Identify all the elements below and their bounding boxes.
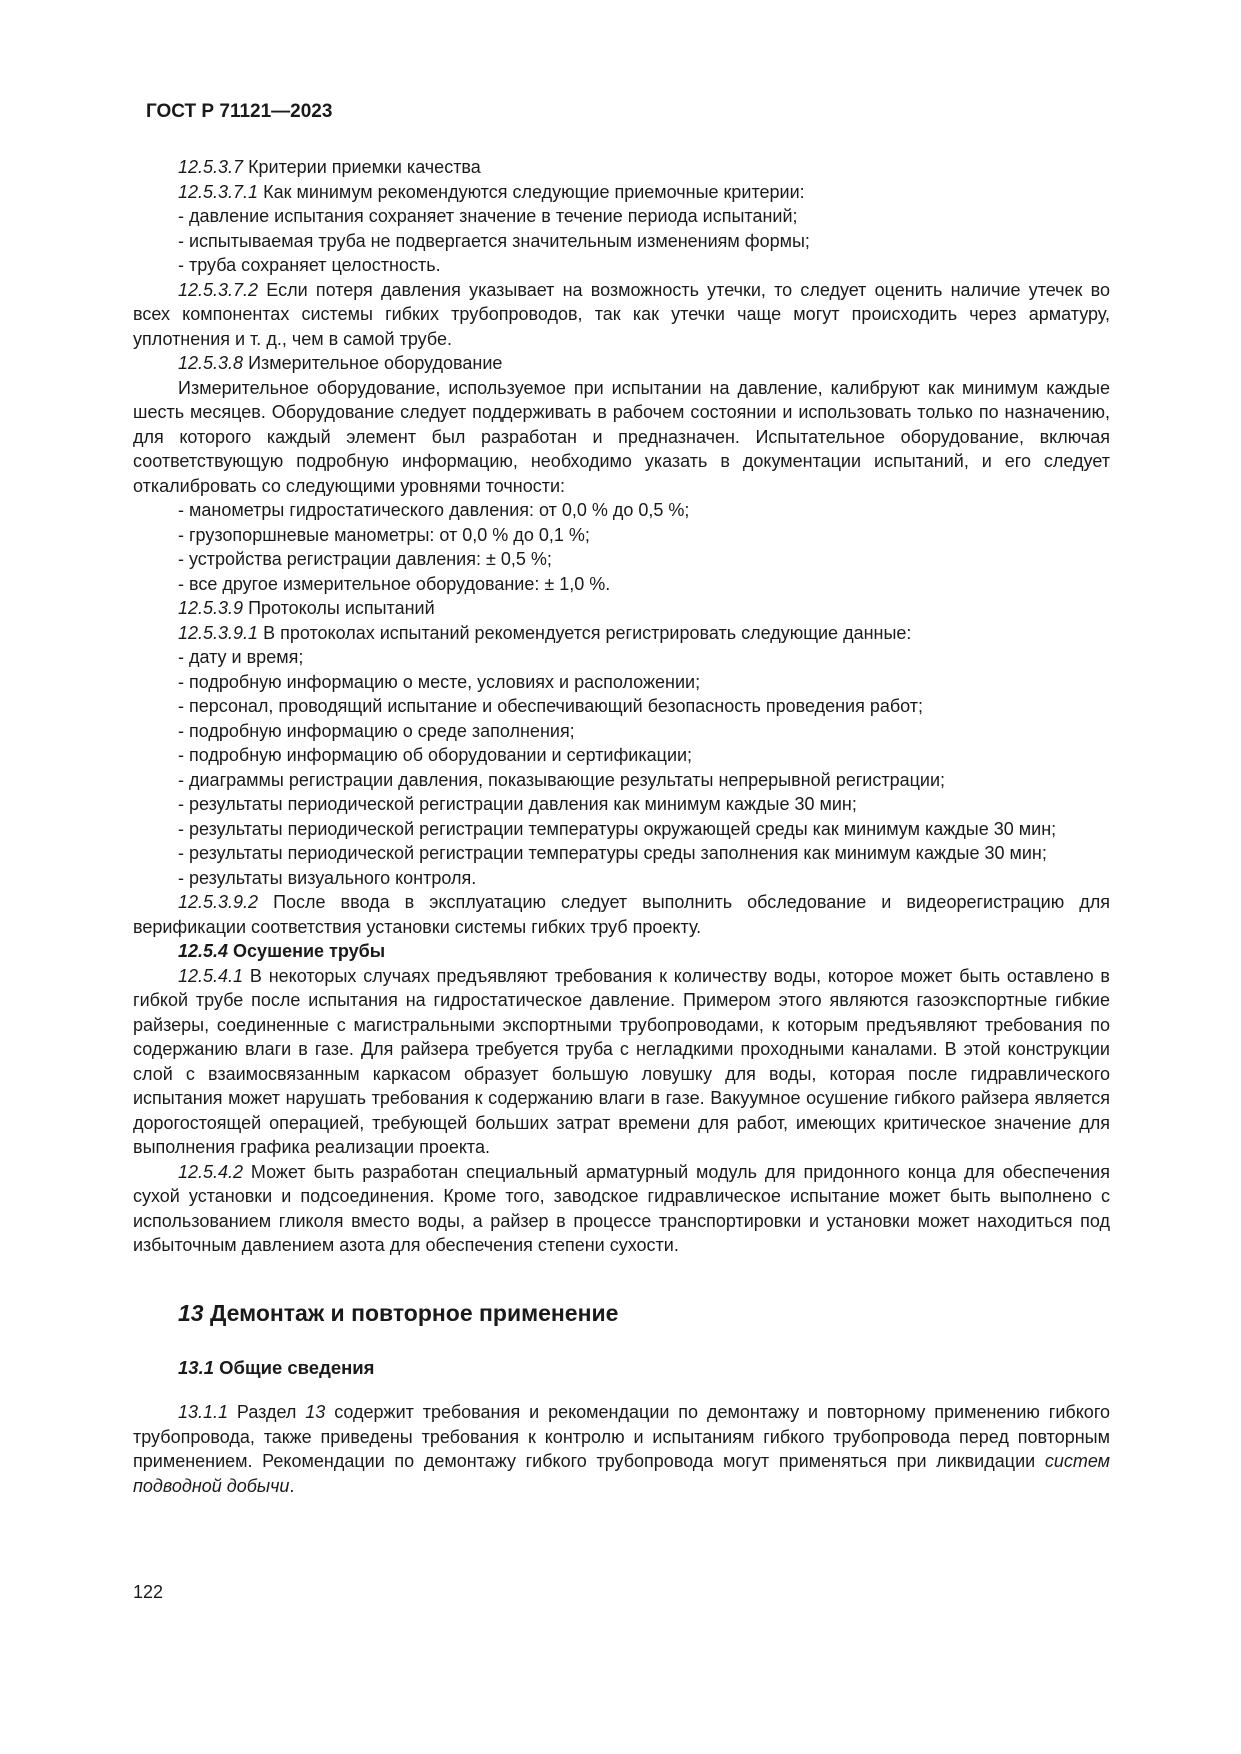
text-run: - подробную информацию об оборудовании и сертификации;: [178, 745, 693, 765]
text-run: - труба сохраняет целостность.: [178, 255, 441, 275]
clause-13-1-1: [133, 1400, 1110, 1498]
text-run: 13.1: [178, 1356, 215, 1378]
text-run: Раздел: [228, 1402, 306, 1422]
text-run: - манометры гидростатического давления: от 0,0 % до 0,5 %;: [178, 500, 690, 520]
text-run: 13: [305, 1402, 326, 1422]
text-run: Если потеря давления указывает на возможность утечки, то следует оценить наличие утечек во всех компонентах системы гибких трубопроводов, так как утечки чаще могут происходить через арматуру, уплотнения и т. д., чем в самой трубе.: [133, 279, 1110, 349]
list-item: [133, 841, 1110, 866]
text-run: - давление испытания сохраняет значение в течение периода испытаний;: [178, 206, 798, 226]
list-item: [133, 792, 1110, 817]
section-heading-13: [133, 1298, 1110, 1328]
clause-12-5-3-7-1: [133, 180, 1110, 205]
text-run: - дату и время;: [178, 647, 304, 667]
text-run: 12.5.3.9: [178, 598, 244, 618]
clause-12-5-3-9-2: [133, 890, 1110, 939]
list-item: [133, 743, 1110, 768]
list-item: [133, 204, 1110, 229]
text-run: систем подводной добычи: [133, 1451, 1110, 1496]
text-run: содержит требования и рекомендации по демонтажу и повторному применению гибкого трубопровода, также приведены требования к контролю и испытаниям гибкого трубопровода перед повторным применением. Рекомендации по демонтажу гибкого трубопровода могут применяться при ликвидации: [133, 1402, 1110, 1471]
text-run: - диаграммы регистрации давления, показывающие результаты непрерывной регистрации;: [178, 769, 946, 790]
text-run: 12.5.3.9.1: [178, 622, 259, 643]
clause-12-5-3-8: [133, 351, 1110, 376]
clause-12-5-4-1: [133, 964, 1110, 1160]
text-run: В некоторых случаях предъявляют требования к количеству воды, которое может быть оставлено в гибкой трубе после испытания на гидростатическое давление. Примером этого являются газоэкспортные гибкие райзеры, соединенные с магистральными экспортными трубопроводами, к которым предъявляют требования по содержанию влаги в газе. Для райзера требуется труба с негладкими проходными каналами. В этой конструкции слой с взаимосвязанным каркасом образует большую ловушку для воды, которая после гидравлического испытания может нарушать требования к содержанию влаги в газе. Вакуумное осушение гибкого райзера является дорогостоящей операцией, требующей больших затрат времени для работ, имеющих критическое значение для выполнения графика реализации проекта.: [133, 965, 1110, 1157]
list-item: [133, 719, 1110, 744]
text-run: - испытываемая труба не подвергается значительным изменениям формы;: [178, 230, 810, 251]
list-item: [133, 645, 1110, 670]
text-run: Как минимум рекомендуются следующие приемочные критерии:: [258, 181, 805, 202]
text-run: - персонал, проводящий испытание и обеспечивающий безопасность проведения работ;: [178, 696, 924, 716]
clause-12-5-3-9-1: [133, 621, 1110, 646]
text-run: 12.5.3.7: [178, 157, 244, 177]
list-item: [133, 572, 1110, 597]
text-run: - результаты визуального контроля.: [178, 867, 477, 888]
text-run: Общие сведения: [214, 1356, 375, 1378]
text-run: 13: [178, 1299, 204, 1326]
clause-12-5-3-7-2: [133, 278, 1110, 352]
list-item: [133, 817, 1110, 842]
text-run: - подробную информацию о среде заполнения;: [178, 720, 575, 741]
text-run: 13.1.1: [178, 1402, 229, 1422]
text-run: .: [289, 1475, 295, 1496]
text-run: Протоколы испытаний: [243, 598, 435, 618]
document-body: [133, 155, 1110, 1498]
subsection-heading-13-1: [133, 1356, 1110, 1381]
clause-12-5-3-8-body: [133, 376, 1110, 499]
clause-12-5-4-2: [133, 1160, 1110, 1258]
text-run: 12.5.3.9.2: [178, 892, 259, 912]
text-run: - подробную информацию о месте, условиях и расположении;: [178, 671, 701, 692]
list-item: [133, 866, 1110, 891]
text-run: Осушение трубы: [228, 941, 386, 961]
page-number: 122: [133, 1582, 164, 1602]
list-item: [133, 694, 1110, 719]
text-run: 12.5.4.2: [178, 1161, 244, 1182]
list-item: [133, 229, 1110, 254]
document-header: ГОСТ Р 71121—2023: [146, 101, 333, 122]
text-run: - результаты периодической регистрации температуры среды заполнения как минимум каждые 30 мин;: [178, 843, 1047, 863]
text-run: В протоколах испытаний рекомендуется регистрировать следующие данные:: [258, 622, 912, 643]
list-item: [133, 253, 1110, 278]
text-run: - результаты периодической регистрации давления как минимум каждые 30 мин;: [178, 794, 857, 814]
text-run: - все другое измерительное оборудование: ± 1,0 %.: [178, 573, 611, 594]
text-run: - устройства регистрации давления: ± 0,5 %;: [178, 549, 552, 569]
list-item: [133, 768, 1110, 793]
text-run: Измерительное оборудование, используемое при испытании на давление, калибруют как минимум каждые шесть месяцев. Оборудование следует поддерживать в рабочем состоянии и использовать только по назначению, для которого каждый элемент был разработан и предназначен. Испытательное оборудование, включая соответствующую подробную информацию, необходимо указать в документации испытаний, и его следует откалибровать со следующими уровнями точности:: [133, 377, 1110, 496]
text-run: 12.5.4.1: [178, 965, 244, 986]
text-run: Измерительное оборудование: [243, 353, 503, 373]
clause-12-5-3-7: [133, 155, 1110, 180]
heading-12-5-4: [133, 939, 1110, 964]
list-item: [133, 670, 1110, 695]
clause-12-5-3-9: [133, 596, 1110, 621]
text-run: - результаты периодической регистрации температуры окружающей среды как минимум каждые 30 мин;: [178, 818, 1057, 839]
text-run: Демонтаж и повторное применение: [203, 1299, 619, 1326]
list-item: [133, 547, 1110, 572]
text-run: Критерии приемки качества: [243, 157, 481, 177]
text-run: 12.5.3.8: [178, 353, 244, 373]
text-run: После ввода в эксплуатацию следует выполнить обследование и видеорегистрацию для верификации соответствия установки системы гибких труб проекту.: [133, 892, 1110, 937]
text-run: - грузопоршневые манометры: от 0,0 % до 0,1 %;: [178, 524, 590, 545]
text-run: Может быть разработан специальный арматурный модуль для придонного конца для обеспечения сухой установки и подсоединения. Кроме того, заводское гидравлическое испытание может быть выполнено с использованием гликоля вместо воды, а райзер в процессе транспортировки и установки может находиться под избыточным давлением азота для обеспечения степени сухости.: [133, 1161, 1110, 1255]
list-item: [133, 523, 1110, 548]
text-run: 12.5.3.7.1: [178, 181, 259, 202]
text-run: 12.5.4: [178, 941, 229, 961]
list-item: [133, 498, 1110, 523]
text-run: 12.5.3.7.2: [178, 279, 259, 300]
